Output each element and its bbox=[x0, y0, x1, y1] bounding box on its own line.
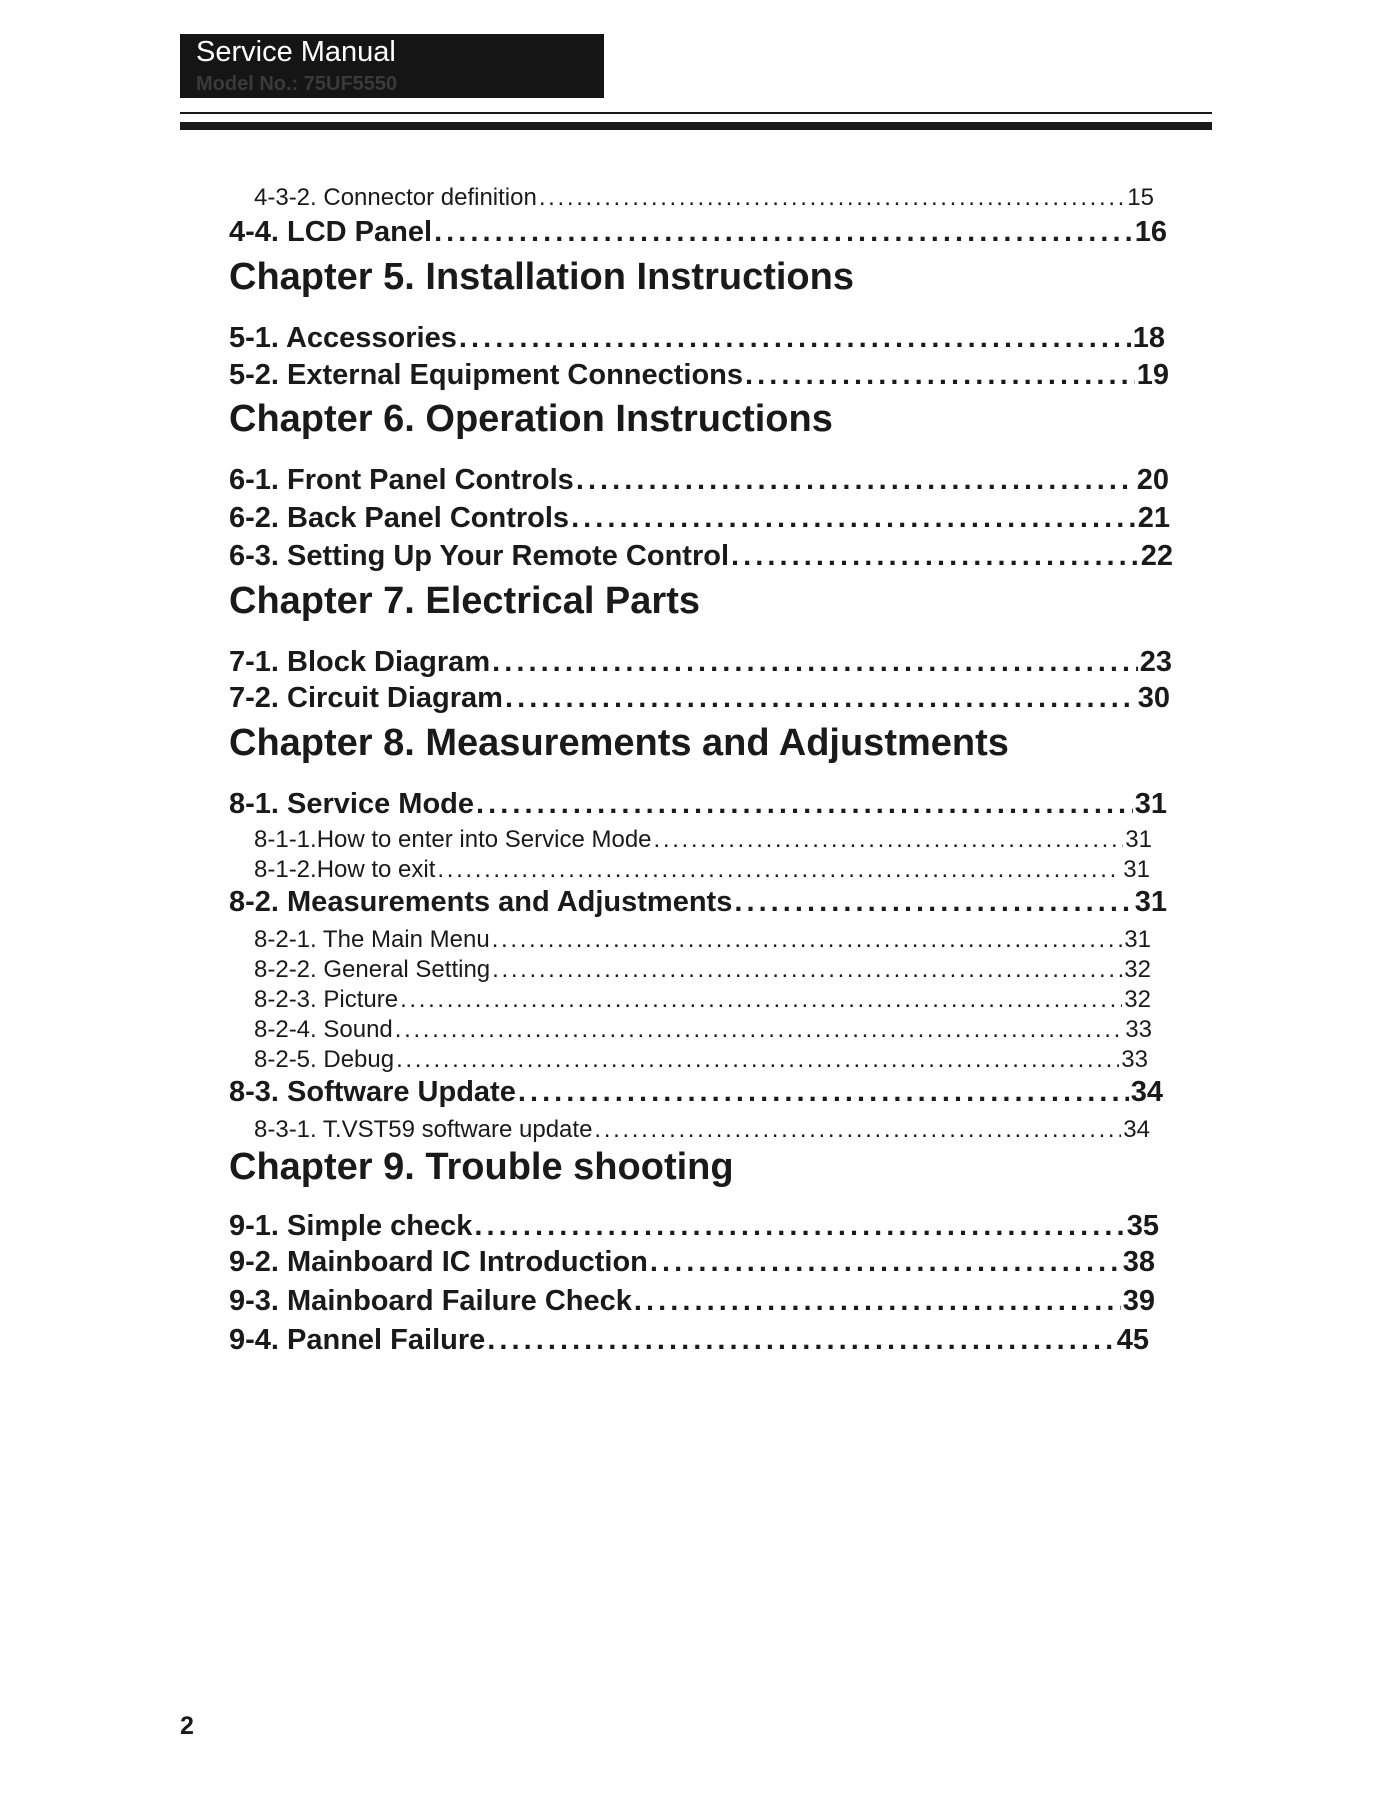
toc-leader-dots bbox=[594, 1116, 1121, 1144]
chapter-heading: Chapter 5. Installation Instructions bbox=[229, 256, 854, 298]
toc-entry-label: 6-1. Front Panel Controls bbox=[229, 464, 574, 496]
toc-leader-dots bbox=[400, 986, 1122, 1014]
toc-entry-page: 31 bbox=[1123, 856, 1150, 883]
toc-entry-label: 8-1-2.How to exit bbox=[254, 856, 436, 883]
toc-entry bbox=[229, 1210, 1159, 1246]
toc-leader-dots bbox=[654, 826, 1124, 854]
toc-entry-page: 33 bbox=[1125, 1016, 1152, 1043]
toc-entry bbox=[229, 1324, 1149, 1360]
toc-leader-dots bbox=[434, 216, 1133, 249]
toc-leader-dots bbox=[650, 1246, 1121, 1279]
toc-entry bbox=[254, 184, 1154, 214]
chapter-heading: Chapter 8. Measurements and Adjustments bbox=[229, 722, 1009, 764]
toc-entry-label: 8-1-1.How to enter into Service Mode bbox=[254, 826, 652, 853]
toc-leader-dots bbox=[518, 1076, 1129, 1109]
page-number: 2 bbox=[180, 1712, 194, 1740]
toc-entry-label: 8-2-4. Sound bbox=[254, 1016, 393, 1043]
toc-leader-dots bbox=[492, 646, 1138, 679]
toc-entry-label: 5-2. External Equipment Connections bbox=[229, 359, 744, 391]
toc-entry-page: 34 bbox=[1123, 1116, 1150, 1143]
toc-entry-page: 32 bbox=[1124, 956, 1151, 983]
toc-entry bbox=[254, 986, 1151, 1016]
toc-entry-page: 31 bbox=[1124, 926, 1151, 953]
toc-entry-page: 32 bbox=[1124, 986, 1151, 1013]
chapter-heading: Chapter 7. Electrical Parts bbox=[229, 580, 700, 622]
toc-entry bbox=[229, 322, 1165, 358]
toc-entry-label: 4-4. LCD Panel bbox=[229, 216, 433, 248]
toc-entry-label: 8-2-1. The Main Menu bbox=[254, 926, 490, 953]
toc-entry-page: 33 bbox=[1121, 1046, 1148, 1073]
toc-entry bbox=[229, 886, 1167, 922]
toc-entry bbox=[254, 856, 1150, 886]
toc-entry-label: 8-2-5. Debug bbox=[254, 1046, 395, 1073]
toc-entry bbox=[229, 682, 1170, 718]
toc-entry-page: 30 bbox=[1137, 682, 1170, 714]
toc-leader-dots bbox=[731, 540, 1139, 573]
toc-entry-label: 8-2-3. Picture bbox=[254, 986, 399, 1013]
toc-entry-label: 6-2. Back Panel Controls bbox=[229, 502, 570, 534]
toc-entry bbox=[254, 826, 1152, 856]
toc-leader-dots bbox=[734, 886, 1132, 919]
toc-entry-page: 18 bbox=[1132, 322, 1165, 354]
toc-entry-label: 7-2. Circuit Diagram bbox=[229, 682, 503, 714]
toc-leader-dots bbox=[492, 926, 1123, 954]
toc-entry bbox=[229, 646, 1172, 682]
toc-entry-page: 16 bbox=[1134, 216, 1167, 248]
toc-leader-dots bbox=[396, 1046, 1119, 1074]
toc-leader-dots bbox=[571, 502, 1136, 535]
toc-entry bbox=[229, 464, 1169, 500]
toc-entry bbox=[254, 956, 1151, 986]
toc-entry-page: 15 bbox=[1127, 184, 1154, 211]
toc-entry-page: 45 bbox=[1116, 1324, 1149, 1356]
toc-leader-dots bbox=[576, 464, 1135, 497]
toc-entry bbox=[254, 1016, 1152, 1046]
toc-entry-page: 34 bbox=[1130, 1076, 1163, 1108]
toc-entry-label: 7-1. Block Diagram bbox=[229, 646, 491, 678]
toc-entry-label: 8-3. Software Update bbox=[229, 1076, 516, 1108]
toc-entry-page: 22 bbox=[1140, 540, 1173, 572]
header-title: Service Manual bbox=[196, 36, 396, 68]
toc-entry-label: 5-1. Accessories bbox=[229, 322, 457, 354]
toc-leader-dots bbox=[437, 856, 1121, 884]
toc-entry bbox=[229, 359, 1169, 395]
toc-entry bbox=[254, 926, 1151, 956]
toc-entry-label: 9-2. Mainboard IC Introduction bbox=[229, 1246, 648, 1278]
toc-leader-dots bbox=[459, 322, 1131, 355]
toc-entry bbox=[254, 1116, 1150, 1146]
toc-entry-page: 38 bbox=[1122, 1246, 1155, 1278]
toc-entry-page: 31 bbox=[1134, 788, 1167, 820]
toc-entry-page: 35 bbox=[1126, 1210, 1159, 1242]
toc-leader-dots bbox=[745, 359, 1135, 392]
chapter-heading: Chapter 9. Trouble shooting bbox=[229, 1146, 734, 1188]
toc-entry-label: 8-3-1. T.VST59 software update bbox=[254, 1116, 593, 1143]
toc-entry bbox=[229, 502, 1170, 538]
toc-entry-label: 8-2. Measurements and Adjustments bbox=[229, 886, 733, 918]
toc-entry-page: 39 bbox=[1122, 1285, 1155, 1317]
toc-entry-page: 31 bbox=[1125, 826, 1152, 853]
toc-entry bbox=[229, 788, 1167, 824]
toc-entry bbox=[254, 1046, 1148, 1076]
toc-entry-label: 8-2-2. General Setting bbox=[254, 956, 491, 983]
toc-entry-label: 9-1. Simple check bbox=[229, 1210, 473, 1242]
toc-entry bbox=[229, 216, 1167, 252]
toc-leader-dots bbox=[474, 1210, 1124, 1243]
toc-leader-dots bbox=[487, 1324, 1114, 1357]
header-model-number: Model No.: 75UF5550 bbox=[196, 73, 398, 95]
toc-entry-page: 20 bbox=[1136, 464, 1169, 496]
toc-leader-dots bbox=[492, 956, 1122, 984]
toc-entry-page: 21 bbox=[1137, 502, 1170, 534]
toc-entry-label: 4-3-2. Connector definition bbox=[254, 184, 537, 211]
toc-entry-label: 6-3. Setting Up Your Remote Control bbox=[229, 540, 730, 572]
toc-entry-label: 9-4. Pannel Failure bbox=[229, 1324, 486, 1356]
toc-entry bbox=[229, 1076, 1163, 1112]
toc-entry-page: 31 bbox=[1134, 886, 1167, 918]
toc-leader-dots bbox=[476, 788, 1133, 821]
toc-entry-page: 23 bbox=[1139, 646, 1172, 678]
toc-entry bbox=[229, 540, 1173, 576]
toc-entry bbox=[229, 1285, 1155, 1321]
chapter-heading: Chapter 6. Operation Instructions bbox=[229, 398, 833, 440]
toc-leader-dots bbox=[395, 1016, 1124, 1044]
toc-leader-dots bbox=[634, 1285, 1121, 1318]
toc-entry-label: 9-3. Mainboard Failure Check bbox=[229, 1285, 632, 1317]
toc-entry bbox=[229, 1246, 1155, 1282]
toc-entry-page: 19 bbox=[1136, 359, 1169, 391]
toc-leader-dots bbox=[505, 682, 1136, 715]
toc-entry-label: 8-1. Service Mode bbox=[229, 788, 474, 820]
toc-leader-dots bbox=[539, 184, 1125, 212]
